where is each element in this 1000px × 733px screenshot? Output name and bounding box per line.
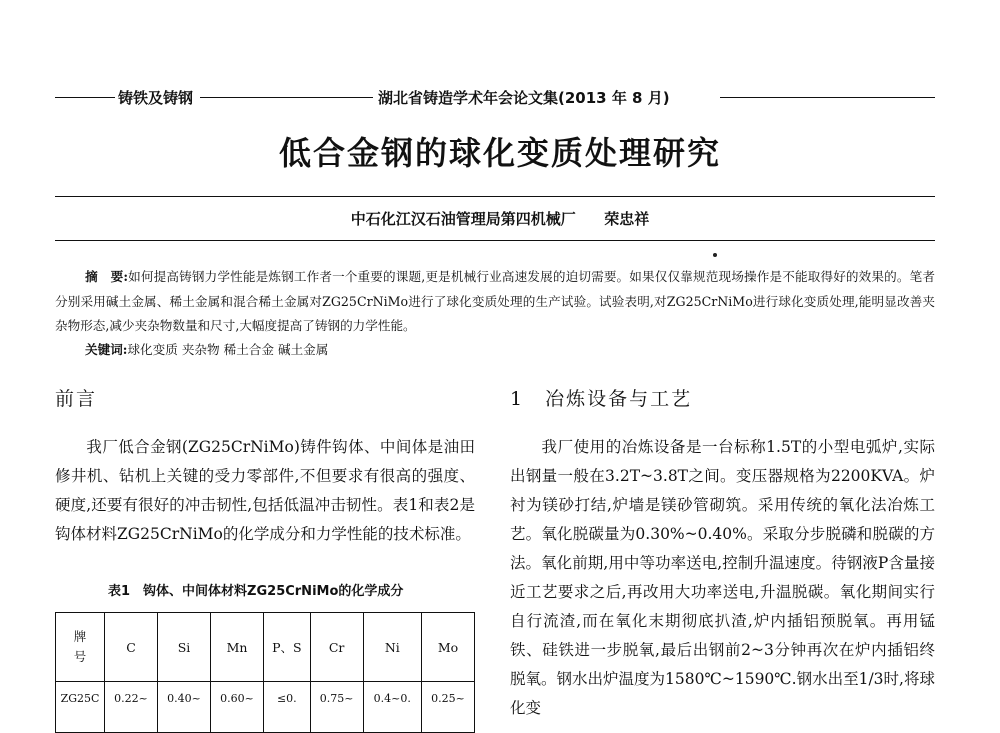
- author-rule-bottom: [55, 240, 935, 241]
- table1-cell: 0.25~: [421, 682, 474, 733]
- header-right-text: 湖北省铸造学术年会论文集(2013 年 8 月): [378, 89, 670, 107]
- table1-cell: 0.22~: [105, 682, 158, 733]
- preface-heading: 前言: [55, 388, 98, 410]
- table1-caption: 表1 钩体、中间体材料ZG25CrNiMo的化学成分: [108, 584, 404, 599]
- scan-speck: [713, 253, 717, 257]
- author-rule-top: [55, 196, 935, 197]
- table1-cell: 0.75~: [310, 682, 363, 733]
- header-rule-left: [55, 97, 115, 98]
- table1-header-cell: C: [105, 613, 158, 682]
- author-name: 荣忠祥: [604, 210, 650, 228]
- table1-cell: ZG25C: [56, 682, 105, 733]
- preface-text: 我厂低合金钢(ZG25CrNiMo)铸件钩体、中间体是油田修井机、钻机上关键的受力零部件,不但要求有很高的强度、硬度,还要有很好的冲击韧性,包括低温冲击韧性。表1和表2是钩体材料ZG25CrNiMo的化学成分和力学性能的技术标准。: [55, 438, 475, 543]
- table1-header-cell: Mn: [211, 613, 264, 682]
- abstract: [55, 265, 935, 339]
- section1-text: 我厂使用的冶炼设备是一台标称1.5T的小型电弧炉,实际出钢量一般在3.2T~3.8T之间。变压器规格为2200KVA。炉衬为镁砂打结,炉墙是镁砂管砌筑。采用传统的氧化法冶炼工艺。氧化脱碳量为0.30%~0.40%。采取分步脱磷和脱碳的方法。氧化前期,用中等功率送电,控制升温速度。待钢液P含量接近工艺要求之后,再改用大功率送电,升温脱碳。氧化期间实行自行流渣,而在氧化末期彻底扒渣,炉内插铝预脱氧。再用锰铁、硅铁进一步脱氧,最后出钢前2~3分钟再次在炉内插铝终脱氧。钢水出炉温度为1580℃~1590℃.钢水出至1/3时,将球化变: [510, 438, 935, 717]
- table1-header-cell: Ni: [363, 613, 421, 682]
- table1-cell: 0.4~0.: [363, 682, 421, 733]
- table1-header-row: [56, 613, 475, 682]
- table1-header-cell: Mo: [421, 613, 474, 682]
- keywords-text: 球化变质 夹杂物 稀土合金 碱土金属: [127, 342, 329, 357]
- table1-cell: 0.60~: [211, 682, 264, 733]
- header-rule-middle: [200, 97, 373, 98]
- abstract-text: 如何提高铸钢力学性能是炼钢工作者一个重要的课题,更是机械行业高速发展的迫切需要。如果仅仅靠规范现场操作是不能取得好的效果的。笔者分别采用碱土金属、稀土金属和混合稀土金属对ZG25CrNiMo进行了球化变质处理的生产试验。试验表明,对ZG25CrNiMo进行球化变质处理,能明显改善夹杂物形态,减少夹杂物数量和尺寸,大幅度提高了铸钢的力学性能。: [55, 269, 935, 333]
- paper-title: 低合金钢的球化变质处理研究: [278, 134, 721, 172]
- table1-header-cell: P、S: [264, 613, 311, 682]
- table1: [55, 612, 475, 733]
- section1-heading: 1 冶炼设备与工艺: [510, 388, 693, 410]
- section1-paragraph: [510, 433, 935, 723]
- table1-header-cell: Cr: [310, 613, 363, 682]
- author-affiliation: 中石化江汉石油管理局第四机械厂: [350, 210, 576, 228]
- keywords: [85, 339, 328, 358]
- table1-header-cell: Si: [158, 613, 211, 682]
- header-rule-right: [720, 97, 935, 98]
- table-row: [56, 682, 475, 733]
- table1-header-cell: 牌号: [56, 613, 105, 682]
- author-line: [0, 208, 1000, 229]
- keywords-label: 关键词:: [85, 342, 128, 357]
- table1-cell: ≤0.: [264, 682, 311, 733]
- table1-cell: 0.40~: [158, 682, 211, 733]
- header-left-text: 铸铁及铸钢: [118, 89, 194, 107]
- preface-paragraph: [55, 433, 475, 549]
- abstract-label: 摘 要:: [85, 269, 129, 284]
